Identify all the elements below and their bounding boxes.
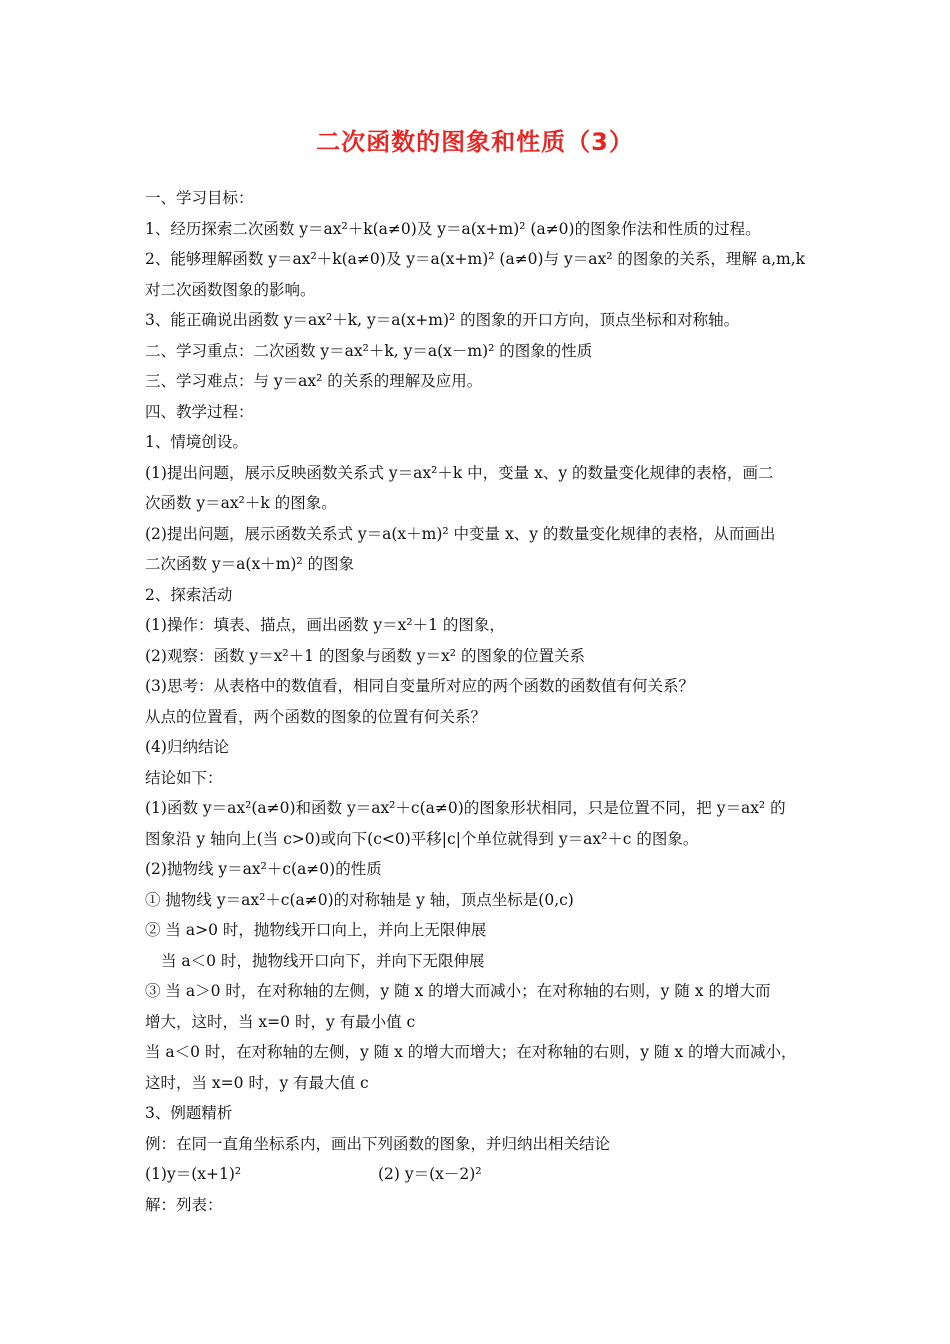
text-line: ③ 当 a＞0 时，在对称轴的左侧，y 随 x 的增大而减小；在对称轴的右则，y 随 x 的增大而 (145, 982, 771, 1000)
text-line: 图象沿 y 轴向上(当 c>0)或向下(c<0)平移|c|个单位就得到 y＝ax²＋c 的图象。 (145, 829, 699, 848)
text-line: 结论如下： (145, 768, 223, 787)
document-body (145, 183, 813, 1220)
text-line: 1、经历探索二次函数 y＝ax²＋k(a≠0)及 y＝a(x+m)² (a≠0)的图象作法和性质的过程。 (145, 219, 761, 238)
text-line: (2)抛物线 y＝ax²＋c(a≠0)的性质 (145, 860, 382, 878)
text-line: 2、能够理解函数 y＝ax²＋k(a≠0)及 y＝a(x+m)² (a≠0)与 y＝ax² 的图象的关系，理解 a,m,k (145, 250, 806, 268)
text-line: 3、能正确说出函数 y＝ax²＋k, y＝a(x+m)² 的图象的开口方向，顶点坐标和对称轴。 (145, 311, 740, 329)
text-line: 当 a＜0 时，抛物线开口向下，并向下无限伸展 (161, 951, 485, 970)
text-line: 二、学习重点：二次函数 y＝ax²＋k, y＝a(x－m)² 的图象的性质 (145, 341, 593, 360)
text-line: 增大，这时，当 x=0 时，y 有最小值 c (145, 1012, 416, 1031)
text-line: 三、学习难点：与 y＝ax² 的关系的理解及应用。 (145, 372, 483, 390)
text-line: 二次函数 y＝a(x＋m)² 的图象 (145, 555, 355, 573)
text-line: (1)操作：填表、描点，画出函数 y＝x²＋1 的图象， (145, 616, 505, 634)
text-line: 当 a＜0 时，在对称轴的左侧，y 随 x 的增大而增大；在对称轴的右则，y 随 x 的增大而减小， (145, 1043, 797, 1061)
text-line: 一、学习目标： (145, 189, 254, 207)
text-line: 3、例题精析 (145, 1104, 233, 1122)
text-line: (1)提出问题，展示反映函数关系式 y＝ax²＋k 中，变量 x、y 的数量变化规律的表格，画二 (145, 463, 774, 482)
text-line: ② 当 a>0 时，抛物线开口向上，并向上无限伸展 (145, 921, 487, 939)
text-line: 1、情境创设。 (145, 433, 248, 451)
text-line: 对二次函数图象的影响。 (145, 280, 316, 299)
text-line: 这时，当 x=0 时，y 有最大值 c (145, 1073, 369, 1092)
text-line: (2)观察：函数 y＝x²＋1 的图象与函数 y＝x² 的图象的位置关系 (145, 646, 585, 665)
example-left: (1)y＝(x+1)² (145, 1165, 242, 1183)
text-line: (3)思考：从表格中的数值看，相同自变量所对应的两个函数的函数值有何关系？ (145, 677, 694, 695)
text-line: (4)归纳结论 (145, 738, 229, 756)
text-line: 例：在同一直角坐标系内，画出下列函数的图象，并归纳出相关结论 (145, 1134, 611, 1153)
text-line: 从点的位置看，两个函数的图象的位置有何关系？ (145, 707, 487, 726)
text-line: 2、探索活动 (145, 585, 233, 604)
page-title: 二次函数的图象和性质（3） (316, 128, 634, 156)
example-right: (2) y＝(x－2)² (378, 1165, 482, 1183)
text-line: ① 抛物线 y＝ax²＋c(a≠0)的对称轴是 y 轴，顶点坐标是(0,c) (145, 890, 574, 909)
text-line: (1)函数 y＝ax²(a≠0)和函数 y＝ax²＋c(a≠0)的图象形状相同，只是位置不同，把 y＝ax² 的 (145, 799, 786, 817)
text-line: 次函数 y＝ax²＋k 的图象。 (145, 494, 337, 512)
text-line: 解：列表： (145, 1195, 223, 1214)
example-row (145, 1159, 813, 1190)
text-line: (2)提出问题，展示函数关系式 y＝a(x＋m)² 中变量 x、y 的数量变化规律的表格，从而画出 (145, 524, 776, 543)
text-line: 四、教学过程： (145, 402, 254, 421)
